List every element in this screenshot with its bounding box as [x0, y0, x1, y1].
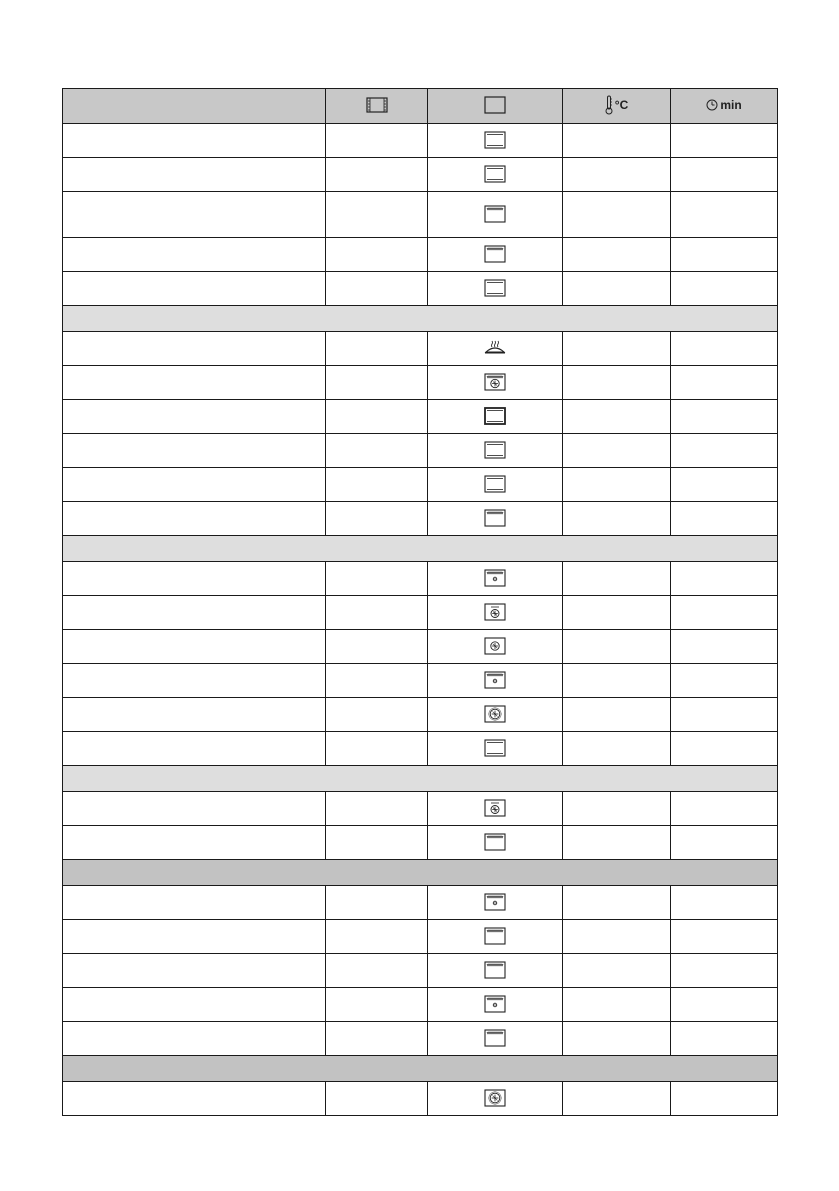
oven-function-cell: [428, 988, 563, 1022]
table-row: [63, 434, 778, 468]
shelf-level-cell: [326, 238, 428, 272]
oven-function-cell: [428, 886, 563, 920]
oven-function-cell: [428, 272, 563, 306]
time-cell: [671, 502, 778, 536]
table-row: [63, 468, 778, 502]
shelf-level-cell: [326, 332, 428, 366]
shelf-level-cell: [326, 920, 428, 954]
table-row: [63, 124, 778, 158]
clock-icon: [706, 99, 718, 111]
table-row: [63, 272, 778, 306]
table-row: [63, 664, 778, 698]
time-cell: [671, 238, 778, 272]
time-cell: [671, 158, 778, 192]
temperature-cell: [563, 596, 671, 630]
time-cell: [671, 886, 778, 920]
temperature-cell: [563, 158, 671, 192]
temperature-cell: [563, 332, 671, 366]
top-bottom-heat-icon: [484, 739, 506, 757]
temperature-cell: [563, 272, 671, 306]
table-row: [63, 1022, 778, 1056]
time-cell: [671, 272, 778, 306]
food-cell: [63, 630, 326, 664]
section-title-cell: [63, 536, 778, 562]
temperature-cell: [563, 562, 671, 596]
grill-icon: [484, 245, 506, 263]
oven-function-cell: [428, 124, 563, 158]
oven-function-cell: [428, 366, 563, 400]
food-cell: [63, 192, 326, 238]
grill-icon: [484, 833, 506, 851]
food-cell: [63, 988, 326, 1022]
top-bottom-heat-icon: [484, 441, 506, 459]
hot-air-ring-heater-icon: [484, 1089, 506, 1107]
oven-function-cell: [428, 1082, 563, 1116]
temperature-unit-label: °C: [614, 97, 629, 112]
shelf-level-cell: [326, 468, 428, 502]
time-cell: [671, 954, 778, 988]
oven-function-column-header: [428, 89, 563, 124]
food-cell: [63, 434, 326, 468]
table-header-row: [63, 89, 778, 124]
time-cell: [671, 400, 778, 434]
shelf-level-cell: [326, 954, 428, 988]
table-row: [63, 886, 778, 920]
food-cell: [63, 1082, 326, 1116]
shelf-level-column-header: [326, 89, 428, 124]
shelf-level-cell: [326, 596, 428, 630]
time-cell: [671, 596, 778, 630]
temperature-cell: [563, 192, 671, 238]
time-cell: [671, 630, 778, 664]
temperature-cell: [563, 698, 671, 732]
food-cell: [63, 792, 326, 826]
time-cell: [671, 366, 778, 400]
food-cell: [63, 366, 326, 400]
top-bottom-heat-icon: [484, 279, 506, 297]
table-row: [63, 630, 778, 664]
thermometer-icon: [605, 95, 613, 115]
time-unit-label: min: [720, 98, 742, 112]
grill-icon: [484, 205, 506, 223]
food-cell: [63, 468, 326, 502]
food-cell: [63, 664, 326, 698]
food-cell: [63, 698, 326, 732]
time-cell: [671, 468, 778, 502]
shelf-level-cell: [326, 792, 428, 826]
oven-function-cell: [428, 468, 563, 502]
oven-function-cell: [428, 562, 563, 596]
temperature-cell: [563, 792, 671, 826]
grill-small-fan-icon: [484, 671, 506, 689]
shelf-level-icon: [366, 97, 388, 113]
section-title-cell: [63, 860, 778, 886]
top-bottom-heat-icon: [484, 165, 506, 183]
temperature-cell: [563, 400, 671, 434]
temperature-cell: [563, 502, 671, 536]
table-row: [63, 1082, 778, 1116]
section-header-row: [63, 1056, 778, 1082]
grill-icon: [484, 1029, 506, 1047]
temperature-cell: [563, 1022, 671, 1056]
shelf-level-cell: [326, 502, 428, 536]
section-header-row: [63, 536, 778, 562]
shelf-level-cell: [326, 434, 428, 468]
cooking-table: [62, 88, 778, 1116]
section-title-cell: [63, 766, 778, 792]
food-cell: [63, 732, 326, 766]
table-row: [63, 502, 778, 536]
food-cell: [63, 400, 326, 434]
shelf-level-cell: [326, 192, 428, 238]
grill-small-fan-icon: [484, 995, 506, 1013]
food-cell: [63, 1022, 326, 1056]
oven-function-cell: [428, 238, 563, 272]
time-cell: [671, 434, 778, 468]
grill-small-fan-icon: [484, 893, 506, 911]
food-cell: [63, 562, 326, 596]
section-title-cell: [63, 306, 778, 332]
section-header-row: [63, 766, 778, 792]
shelf-level-cell: [326, 272, 428, 306]
time-cell: [671, 562, 778, 596]
food-cell: [63, 596, 326, 630]
food-column-header: [63, 89, 326, 124]
table-row: [63, 954, 778, 988]
fan-with-top-heat-icon: [484, 799, 506, 817]
time-cell: [671, 664, 778, 698]
oven-function-cell: [428, 698, 563, 732]
grill-fan-icon: [484, 373, 506, 391]
temperature-cell: [563, 434, 671, 468]
table-row: [63, 698, 778, 732]
temperature-cell: [563, 988, 671, 1022]
table-row: [63, 826, 778, 860]
food-cell: [63, 502, 326, 536]
table-row: [63, 988, 778, 1022]
oven-function-cell: [428, 826, 563, 860]
shelf-level-cell: [326, 732, 428, 766]
shelf-level-cell: [326, 158, 428, 192]
oven-function-icon: [484, 96, 506, 114]
food-cell: [63, 826, 326, 860]
shelf-level-cell: [326, 826, 428, 860]
table-row: [63, 332, 778, 366]
food-cell: [63, 886, 326, 920]
time-cell: [671, 192, 778, 238]
fan-with-top-heat-icon: [484, 603, 506, 621]
top-bottom-heat-icon: [484, 407, 506, 425]
food-cell: [63, 238, 326, 272]
shelf-level-cell: [326, 366, 428, 400]
oven-function-cell: [428, 1022, 563, 1056]
section-header-row: [63, 306, 778, 332]
oven-function-cell: [428, 732, 563, 766]
temperature-cell: [563, 468, 671, 502]
grill-icon: [484, 927, 506, 945]
table-row: [63, 732, 778, 766]
shelf-level-cell: [326, 698, 428, 732]
keep-warm-icon: [484, 339, 506, 357]
grill-icon: [484, 961, 506, 979]
shelf-level-cell: [326, 1022, 428, 1056]
grill-small-fan-icon: [484, 569, 506, 587]
food-cell: [63, 272, 326, 306]
time-cell: [671, 332, 778, 366]
temperature-cell: [563, 920, 671, 954]
temperature-cell: [563, 954, 671, 988]
time-cell: [671, 698, 778, 732]
temperature-cell: [563, 630, 671, 664]
time-cell: [671, 732, 778, 766]
oven-function-cell: [428, 630, 563, 664]
temperature-cell: [563, 1082, 671, 1116]
temperature-cell: [563, 826, 671, 860]
shelf-level-cell: [326, 664, 428, 698]
temperature-cell: [563, 732, 671, 766]
oven-function-cell: [428, 192, 563, 238]
shelf-level-cell: [326, 886, 428, 920]
time-cell: [671, 826, 778, 860]
shelf-level-cell: [326, 562, 428, 596]
section-title-cell: [63, 1056, 778, 1082]
oven-function-cell: [428, 332, 563, 366]
temperature-cell: [563, 124, 671, 158]
hot-air-ring-heater-icon: [484, 705, 506, 723]
temperature-cell: [563, 366, 671, 400]
table-row: [63, 192, 778, 238]
oven-function-cell: [428, 502, 563, 536]
shelf-level-cell: [326, 1082, 428, 1116]
oven-function-cell: [428, 400, 563, 434]
oven-function-cell: [428, 596, 563, 630]
section-header-row: [63, 860, 778, 886]
oven-function-cell: [428, 920, 563, 954]
shelf-level-cell: [326, 988, 428, 1022]
time-cell: [671, 920, 778, 954]
shelf-level-cell: [326, 124, 428, 158]
table-row: [63, 920, 778, 954]
top-bottom-heat-icon: [484, 131, 506, 149]
temperature-column-header: [563, 89, 671, 124]
table-row: [63, 596, 778, 630]
food-cell: [63, 920, 326, 954]
oven-function-cell: [428, 954, 563, 988]
food-cell: [63, 124, 326, 158]
table-row: [63, 400, 778, 434]
time-cell: [671, 1082, 778, 1116]
temperature-cell: [563, 238, 671, 272]
table-row: [63, 366, 778, 400]
food-cell: [63, 332, 326, 366]
hot-air-fan-icon: [484, 637, 506, 655]
time-cell: [671, 124, 778, 158]
shelf-level-cell: [326, 630, 428, 664]
shelf-level-cell: [326, 400, 428, 434]
time-column-header: [671, 89, 778, 124]
oven-function-cell: [428, 664, 563, 698]
temperature-cell: [563, 886, 671, 920]
table-row: [63, 238, 778, 272]
temperature-cell: [563, 664, 671, 698]
grill-icon: [484, 509, 506, 527]
time-cell: [671, 1022, 778, 1056]
oven-function-cell: [428, 792, 563, 826]
food-cell: [63, 158, 326, 192]
table-row: [63, 792, 778, 826]
food-cell: [63, 954, 326, 988]
oven-function-cell: [428, 158, 563, 192]
time-cell: [671, 988, 778, 1022]
table-row: [63, 562, 778, 596]
table-row: [63, 158, 778, 192]
oven-function-cell: [428, 434, 563, 468]
time-cell: [671, 792, 778, 826]
top-bottom-heat-icon: [484, 475, 506, 493]
